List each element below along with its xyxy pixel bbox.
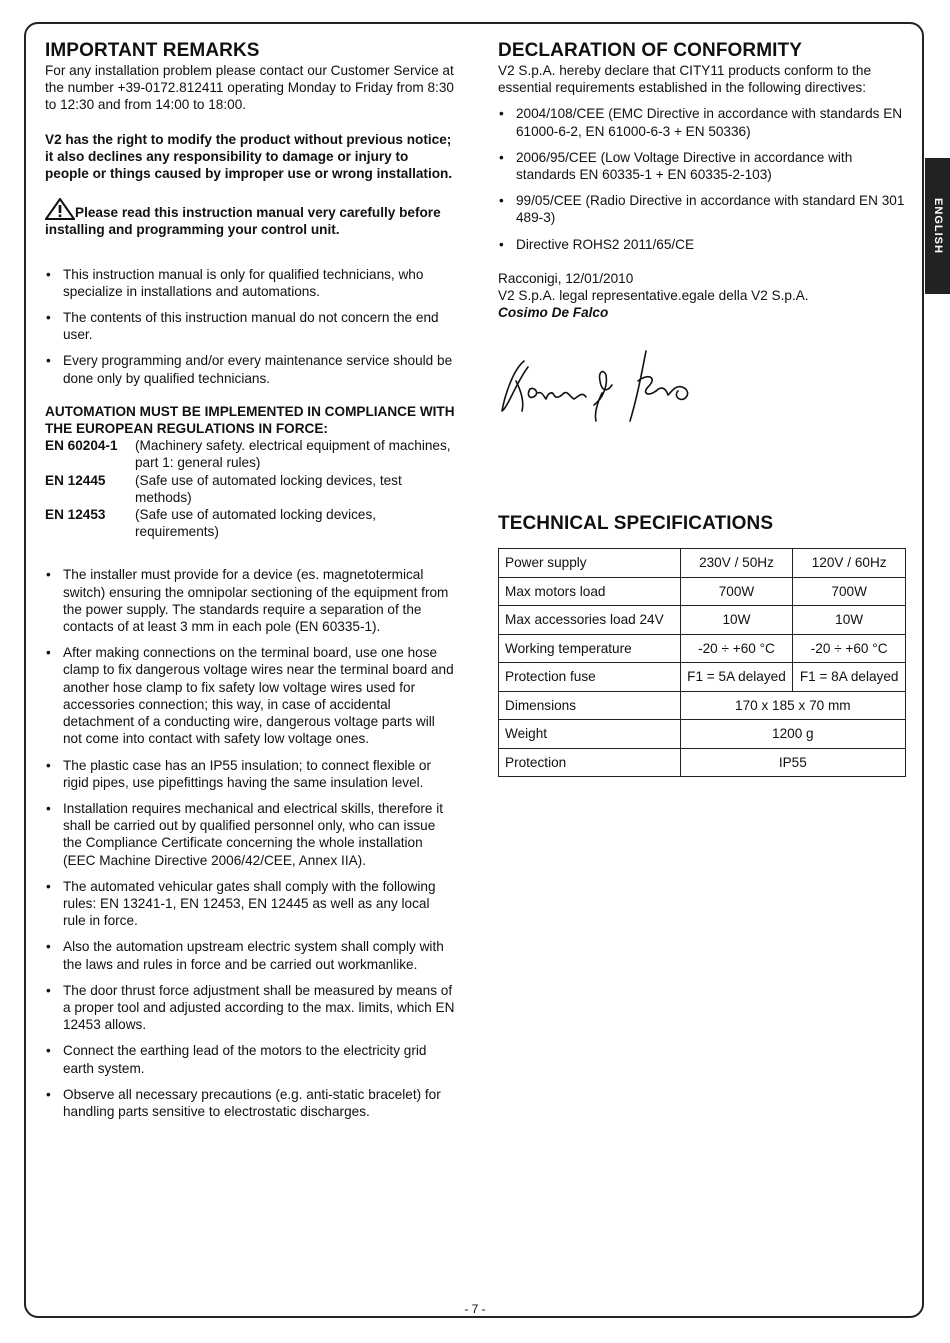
- spec-value-cell: 700W: [680, 577, 793, 606]
- instruction-bullets: [45, 266, 455, 387]
- specs-title: TECHNICAL SPECIFICATIONS: [498, 513, 774, 534]
- warning-note: [45, 198, 455, 238]
- standard-row: [45, 472, 455, 506]
- table-row: [499, 748, 906, 777]
- declaration-intro: V2 S.p.A. hereby declare that CITY11 products conform to the essential requirements established in the following directives:: [498, 63, 872, 96]
- place-date: Racconigi, 12/01/2010: [498, 270, 634, 286]
- spec-label-cell: Weight: [499, 720, 681, 749]
- declaration-section: [498, 40, 908, 433]
- warning-triangle-icon: [45, 198, 75, 220]
- list-item: • The installer must provide for a device (es. magnetotermical switch) ensuring the omnipolar sectioning of the equipment from the power supply. The standards require a separation of the contacts of at least 3 mm in each pole (EN 60335-1).: [45, 566, 455, 635]
- spec-value-cell: 1200 g: [680, 720, 905, 749]
- list-item: • Every programming and/or every maintenance service should be done only by qualified technicians.: [45, 352, 455, 386]
- list-item: • The contents of this instruction manual do not concern the end user.: [45, 309, 455, 343]
- technical-specifications-section: [498, 513, 908, 777]
- list-item: • The automated vehicular gates shall comply with the following rules: EN 13241-1, EN 12453, EN 12445 as well as any local rule in force.: [45, 878, 455, 930]
- standard-description: (Safe use of automated locking devices, test methods): [135, 472, 402, 505]
- spec-value-cell: 700W: [793, 577, 906, 606]
- spec-value-cell: F1 = 8A delayed: [793, 663, 906, 692]
- spec-value-cell: IP55: [680, 748, 905, 777]
- specs-table: [498, 548, 906, 777]
- directive-item: • Directive ROHS2 2011/65/CE: [498, 236, 908, 253]
- table-row: [499, 663, 906, 692]
- directive-item: • 99/05/CEE (Radio Directive in accordance with standard EN 301 489-3): [498, 192, 908, 226]
- spec-label-cell: Power supply: [499, 549, 681, 578]
- spec-label-cell: Max motors load: [499, 577, 681, 606]
- list-item: • The plastic case has an IP55 insulation; to connect flexible or rigid pipes, use pipefittings having the same insulation level.: [45, 757, 455, 791]
- important-remarks-section: [45, 40, 455, 1129]
- standard-code: EN 12453: [45, 507, 106, 523]
- legal-representative: V2 S.p.A. legal representative.egale della V2 S.p.A.: [498, 288, 809, 304]
- spec-value-cell: 10W: [680, 606, 793, 635]
- list-item: • This instruction manual is only for qualified technicians, who specialize in installations and automations.: [45, 266, 455, 300]
- table-row: [499, 691, 906, 720]
- signer-name: Cosimo De Falco: [498, 305, 609, 321]
- safety-bullets: [45, 566, 455, 1120]
- spec-label-cell: Max accessories load 24V: [499, 606, 681, 635]
- remarks-title: IMPORTANT REMARKS: [45, 40, 260, 61]
- compliance-heading: AUTOMATION MUST BE IMPLEMENTED IN COMPLIANCE WITH THE EUROPEAN REGULATIONS IN FORCE:: [45, 403, 455, 437]
- handwritten-signature: [498, 341, 698, 433]
- list-item: • Observe all necessary precautions (e.g. anti-static bracelet) for handling parts sensitive to electrostatic discharges.: [45, 1086, 455, 1120]
- page-number: - 7 -: [464, 1302, 486, 1316]
- table-row: [499, 606, 906, 635]
- remarks-rights: V2 has the right to modify the product without previous notice; it also declines any responsibility to damage or injury to people or things caused by improper use or wrong installation.: [45, 131, 453, 182]
- declaration-title: DECLARATION OF CONFORMITY: [498, 40, 803, 61]
- remarks-intro: For any installation problem please contact our Customer Service at the number +39-0172.812411 operating Monday to Friday from 8:30 to 12:30 and from 14:00 to 18:00.: [45, 63, 454, 113]
- directive-item: • 2006/95/CEE (Low Voltage Directive in accordance with standards EN 60335-1 + EN 60335-2-103): [498, 149, 908, 183]
- spec-value-cell: -20 ÷ +60 °C: [680, 634, 793, 663]
- standard-code: EN 60204-1: [45, 438, 118, 454]
- table-row: [499, 720, 906, 749]
- spec-label-cell: Protection fuse: [499, 663, 681, 692]
- spec-label-cell: Dimensions: [499, 691, 681, 720]
- spec-label-cell: Protection: [499, 748, 681, 777]
- list-item: • Also the automation upstream electric system shall comply with the laws and rules in force and be carried out workmanlike.: [45, 938, 455, 972]
- spec-value-cell: -20 ÷ +60 °C: [793, 634, 906, 663]
- spec-value-cell: 230V / 50Hz: [680, 549, 793, 578]
- standard-code: EN 12445: [45, 472, 106, 488]
- directive-list: [498, 105, 908, 252]
- spec-label-cell: Working temperature: [499, 634, 681, 663]
- list-item: • After making connections on the terminal board, use one hose clamp to fix dangerous voltage wires near the terminal board and another hose clamp to fix safety low voltage wires used for accessories connection; this way, in case of accidental detachment of a conducting wire, dangerous voltage parts will not come into contact with safety low voltage ones.: [45, 644, 455, 747]
- standards-list: [45, 437, 455, 540]
- table-row: [499, 577, 906, 606]
- directive-item: • 2004/108/CEE (EMC Directive in accordance with standards EN 61000-6-2, EN 61000-6-3 + EN 50336): [498, 105, 908, 139]
- spec-value-cell: 120V / 60Hz: [793, 549, 906, 578]
- table-row: [499, 634, 906, 663]
- list-item: • Installation requires mechanical and electrical skills, therefore it shall be carried out by qualified personnel only, who can issue the Compliance Certificate concerning the whole installation (EEC Machine Directive 2006/42/CEE, Annex IIA).: [45, 800, 455, 869]
- spec-value-cell: F1 = 5A delayed: [680, 663, 793, 692]
- standard-row: [45, 437, 455, 471]
- list-item: • Connect the earthing lead of the motors to the electricity grid earth system.: [45, 1042, 455, 1076]
- spec-value-cell: 10W: [793, 606, 906, 635]
- spec-value-cell: 170 x 185 x 70 mm: [680, 691, 905, 720]
- list-item: • The door thrust force adjustment shall be measured by means of a proper tool and adjusted according to the max. limits, which EN 12453 allows.: [45, 982, 455, 1034]
- warning-text: Please read this instruction manual very carefully before installing and programming your control unit.: [45, 205, 441, 238]
- language-tab: [925, 158, 950, 294]
- standard-row: [45, 506, 455, 540]
- standard-description: (Safe use of automated locking devices, requirements): [135, 507, 377, 540]
- table-row: [499, 549, 906, 578]
- language-tab-label: ENGLISH: [931, 198, 944, 254]
- standard-description: (Machinery safety. electrical equipment of machines, part 1: general rules): [135, 438, 451, 471]
